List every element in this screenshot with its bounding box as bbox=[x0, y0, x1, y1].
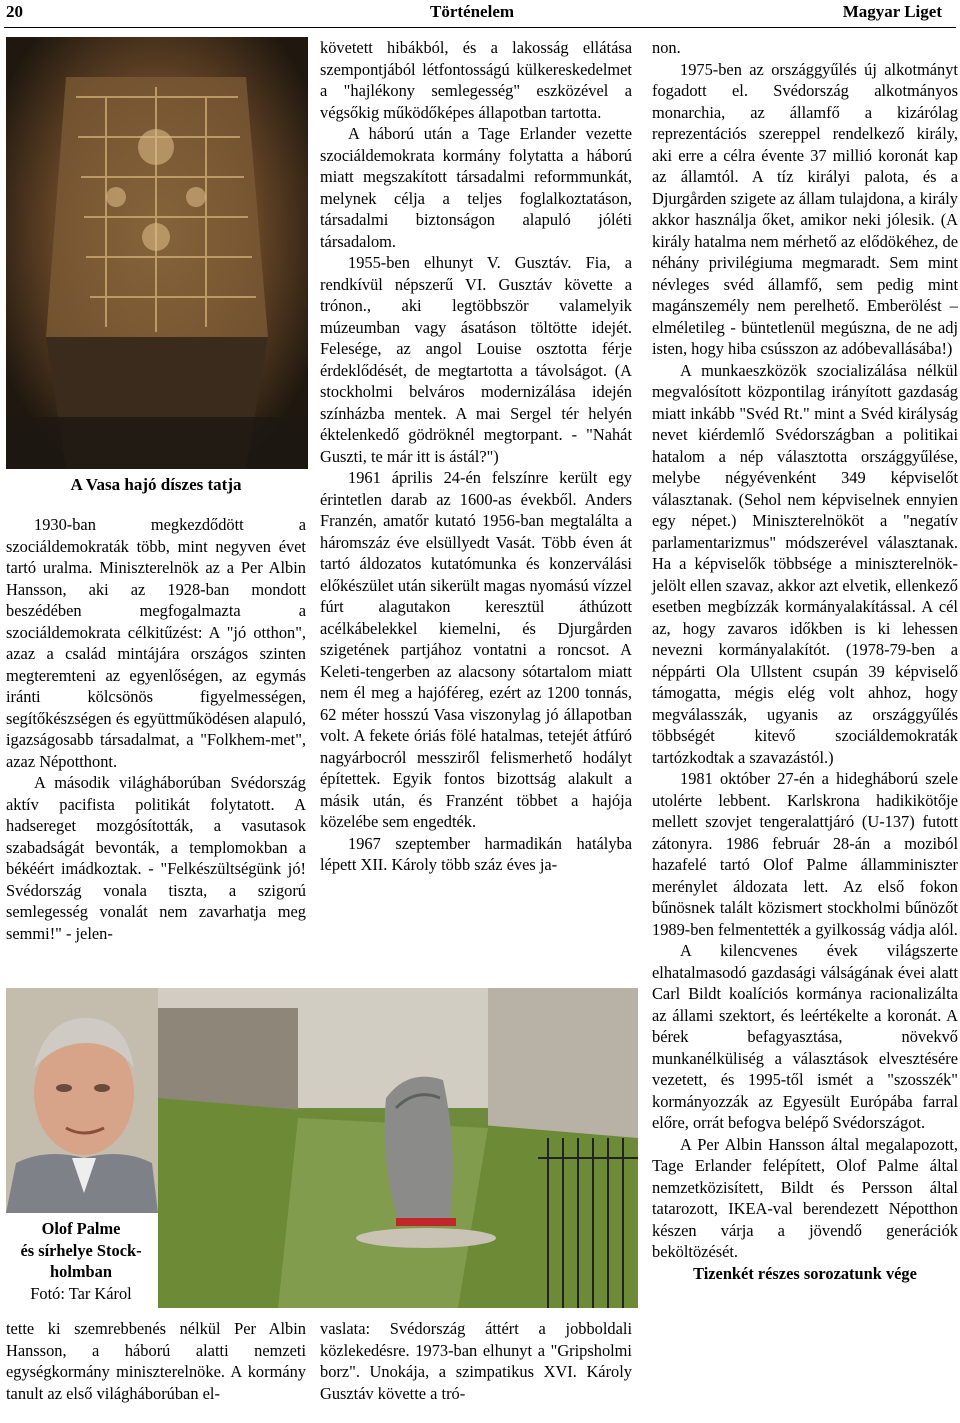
paragraph: A Per Albin Hansson által megalapozott, Tage Erlander felépített, Olof Palme által nemzetközisített, Bildt és Persson által tatarozott, IKEA-val berendezett Népotthon készen várja a jövendő generációk beköltözését. bbox=[652, 1134, 958, 1261]
column-2-bottom bbox=[320, 1318, 632, 1404]
caption-line: Olof Palme bbox=[41, 1219, 121, 1238]
paragraph: 1975-ben az országgyűlés új alkotmányt fogadott el. Svédország alkotmányos monarchia, az államfő a kizárólag reprezentációs szereppel rendelkező király, aki erre a célra évente 37 millió koronát kap az államtól. A tíz királyi palota, és a Djurgården szigete az állam tulajdona, a király akkor használja őket, amikor neki jólesik. (A király hatalma nem mérhető az elődökéhez, de néhány privilégiuma megmaradt. Sem mint névleges svéd államfő, sem pedig mint magánszemély nem perelhető. Emberölést – elméletileg - büntetlenül megúszna, de ne adj isten, hogy hiba csússzon az adóbevallásába!) bbox=[652, 59, 958, 358]
magazine-name: Magyar Liget bbox=[842, 2, 942, 21]
paragraph: 1930-ban megkezdődött a szociáldemokraták több, mint negyven évet tartó uralma. Miniszterelnök az a Per Albin Hansson, aki az 1928-ban mondott beszédében megfogalmazta a szociáldemokrata célkitűzést: A "jó otthon", azaz a család mintájára országos szinten megteremteni az egyenlőségen, az egymás iránti kölcsönös figyelmességen, segítőkészségen és együttműködésen alapuló, igazságosabb társadalmat, a "Folkhem-met", azaz Népotthont. bbox=[6, 515, 306, 771]
section-title: Történelem bbox=[430, 2, 515, 21]
header-rule bbox=[4, 27, 956, 28]
paragraph: 1955-ben elhunyt V. Gusztáv. Fia, a rendkívül népszerű VI. Gusztáv követte a trónon., aki legtöbbször valamelyik múzeumban vagy ásatáson töltötte idejét. Felesége, az angol Louise osztotta férje érdeklődését, de megtartotta a távolságot. (A stockholmi belváros modernizálása idején színházba mentek. A mai Sergel tér helyén éktelenkedő gödröknél megtorpant. - "Nahát Guszti, te már itt is ástál?") bbox=[320, 253, 632, 466]
paragraph: A második világháborúban Svédország aktív pacifista politikát folytatott. A hadsereget mozgósították, a vasutasok szabadságát bevonták, a templomokban a békéért imádkoztak. - "Felkészültségünk jó! Svédország vonala tiszta, a szigorú semlegesség vonalát nem zavarhatja meg semmi!" - jelen- bbox=[6, 773, 306, 943]
caption-line: holmban bbox=[50, 1262, 112, 1281]
photo-credit: Fotó: Tar Károl bbox=[30, 1283, 132, 1303]
paragraph: A kilencvenes évek világszerte elhatalmasodó gazdasági válságának évei alatt Carl Bildt koalíciós kormánya racionalizálta az állami szektort, és leértékelte a koronát. A bérek befagyasztása, növekvő munkanélküliség a választások elvesztésére vezetett, és 1995-től ismét a "szosszék" kormányozzák az Egyesült Európába farral előre, orrát befogva belépő Svédországot. bbox=[652, 941, 958, 1132]
paragraph: A munkaeszközök szocializálása nélkül megvalósított központilag irányított gazdaság miatt inkább "Svéd Rt." mint a Svéd királyság nevet kiérdemlő Svédországban a politikai hatalom a nép választotta országgyűlése, melybe négyévenként 349 képviselőt választanak. (Sehol nem képviselnek ennyien egy népet.) Miniszterelnököt a "negatív parlamentarizmus" módszerével választanak. Ha a képviselők többsége a miniszterelnök-jelölt ellen szavaz, akkor azt elvetik, ellenkező esetben megbízzák kormányalakítással. A cél az, hogy zavaros időkben is ki lehessen nevezni kormányalakítót. (1978-79-ben a néppárti Ola Ullstent csupán 39 képviselő támogatta, mégis elég volt ahhoz, hogy megválasszák, ugyanis az országgyűlés többségét kitevő szociáldemokraták tartózkodtak a szavazástól.) bbox=[652, 360, 958, 767]
column-2 bbox=[320, 37, 632, 876]
column-1 bbox=[6, 514, 306, 944]
paragraph: tette ki szemrebbenés nélkül Per Albin Hansson, a háború alatti nemzeti egységkormány miniszterelnöke. A kormány tanult az első világháborúban el- bbox=[6, 1319, 306, 1403]
paragraph: vaslata: Svédország áttért a jobboldali közlekedésre. 1973-ban elhunyt a "Gripsholmi borz". Unokája, a szimpatikus XVI. Károly Gusztáv követte a tró- bbox=[320, 1319, 632, 1403]
vasa-caption: A Vasa hajó díszes tatja bbox=[70, 475, 242, 494]
vasa-ship-photo bbox=[6, 37, 308, 469]
page-number: 20 bbox=[6, 2, 23, 21]
paragraph: A háború után a Tage Erlander vezette szociáldemokrata kormány folytatta a háború miatt megszakított társadalmi reformmunkát, melynek célja a teljes foglalkoztatáson, társadalmi biztonságon alapuló jóléti társadalom. bbox=[320, 124, 632, 251]
paragraph: non. bbox=[652, 38, 681, 57]
olof-palme-portrait bbox=[6, 988, 158, 1213]
column-1-bottom bbox=[6, 1318, 306, 1404]
paragraph: 1967 szeptember harmadikán hatályba lépett XII. Károly több száz éves ja- bbox=[320, 833, 632, 874]
page-header bbox=[0, 0, 960, 30]
caption-line: és sírhelye Stock- bbox=[20, 1240, 142, 1260]
paragraph: 1981 október 27-én a hidegháború szele utolérte lebbent. Karlskrona hadikikötője mellett szovjet tengeralattjáró (U-137) futott zátonyra. 1986 február 28-án a moziból hazafelé tartó Olof Palme államminiszter merénylet áldozata lett. Az első fokon bűnösnek talált közismert stockholmi bűnözőt 1989-ben felmentették a gyilkosság vádja alól. bbox=[652, 769, 958, 939]
column-3 bbox=[652, 37, 958, 1284]
paragraph: követett hibákból, és a lakosság ellátása szempontjából létfontosságú külkereskedelmet a "hajlékony semlegesség" eszközével a végsőkig működőképes állapotban tartotta. bbox=[320, 38, 632, 122]
paragraph: 1961 április 24-én felszínre került egy érintetlen darab az 1600-as évekből. Anders Franzén, amatőr kutató 1956-ban megtalálta a háromszáz éve elsüllyedt Vasát. Több éven át tartó áldozatos kutatómunka és konzerválási előkészület után sikerült magas nyomású vízzel fúrt alagutakon keresztül áthúzott acélkábelekkel kiemelni, és Djurgården szigetének partjához vontatni a roncsot. A Keleti-tengerben az alacsony sótartalom miatt nem él meg a hajóféreg, ezért az 1200 tonnás, 62 méter hosszú Vasa viszonylag jó állapotban volt. A fekete óriás fölé hatalmas, tetejét átfúró nagyárbocról messziről felismerhető hodályt építettek. Egyik fontos bizottság alakult a másik után, és Franzént többet a hajója közelébe sem engedték. bbox=[320, 468, 632, 831]
series-closing: Tizenkét részes sorozatunk vége bbox=[693, 1263, 917, 1283]
palme-caption bbox=[6, 1218, 156, 1304]
palme-grave-photo bbox=[158, 988, 638, 1308]
